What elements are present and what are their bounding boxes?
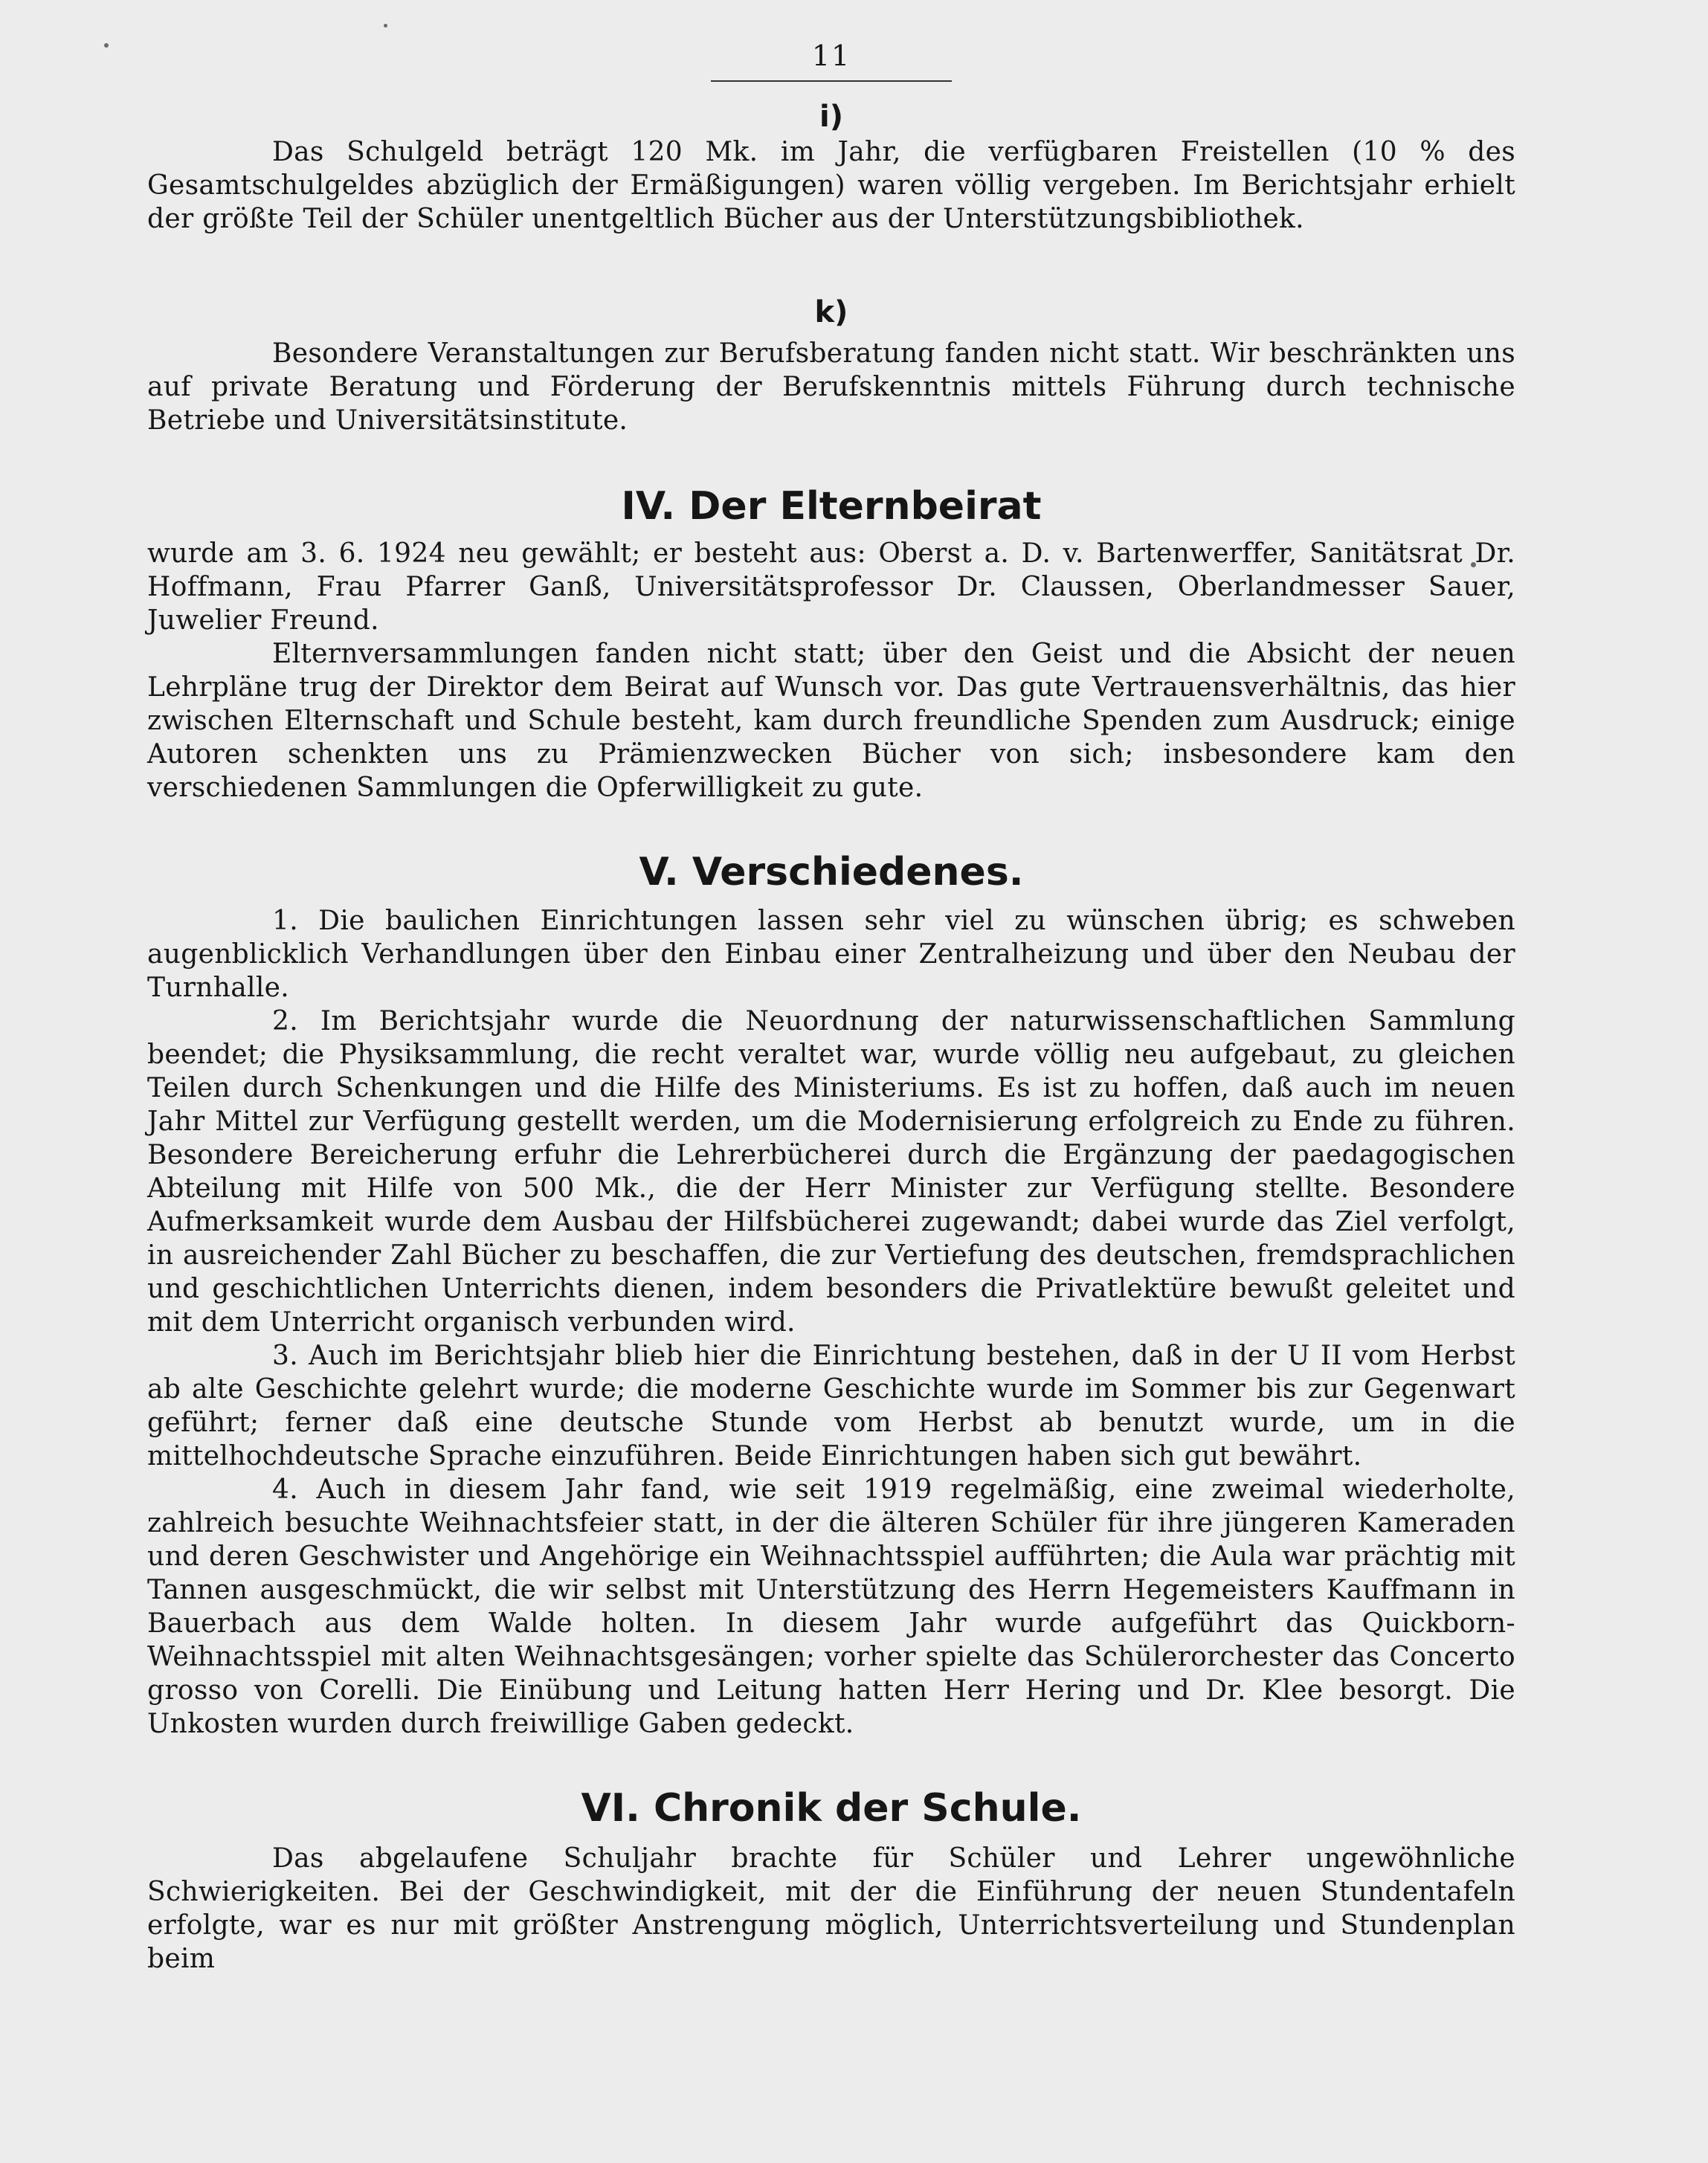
page-number: 11 — [811, 39, 851, 72]
section-vi-text: Das abgelaufene Schuljahr brachte für Schüler und Lehrer ungewöhnliche Schwierigkeiten. Bei der Geschwindigkeit, mit der die Einführung der neuen Stundentafeln erfolgte, war es nur mit größter Anstrengung möglich, Unterrichtsverteilung und Stundenplan beim — [147, 1843, 1515, 1974]
speck-mark — [384, 24, 387, 28]
section-vi-heading: VI. Chronik der Schule. — [581, 1786, 1082, 1831]
section-v-item-1: 1. Die baulichen Einrichtungen lassen sehr viel zu wünschen übrig; es schweben augenblicklich Verhandlungen über den Einbau einer Zentralheizung und über den Neubau der Turnhalle. — [147, 906, 1515, 1003]
section-v-item-3: 3. Auch im Berichtsjahr blieb hier die Einrichtung bestehen, daß in der U II vom Herbst ab alte Geschichte gelehrt wurde; die moderne Geschichte wurde im Sommer bis zur Gegenwart geführt; ferner daß eine deutsche Stunde vom Herbst ab benutzt wurde, um in die mittelhochdeutsche Sprache einzuführen. Beide Einrichtungen haben sich gut bewährt. — [147, 1341, 1515, 1471]
page-content — [147, 37, 1515, 1976]
subsection-i-text: Das Schulgeld beträgt 120 Mk. im Jahr, die verfügbaren Freistellen (10 % des Gesamtschulgeldes abzüglich der Ermäßigungen) waren völlig vergeben. Im Berichtsjahr erhielt der größte Teil der Schüler unentgeltlich Bücher aus der Unterstützungsbibliothek. — [147, 137, 1515, 234]
section-iv-paragraph-1: wurde am 3. 6. 1924 neu gewählt; er besteht aus: Oberst a. D. v. Bartenwerffer, Sanitätsrat Dr. Hoffmann, Frau Pfarrer Ganß, Universitätsprofessor Dr. Claussen, Oberlandmesser Sauer, Juwelier Freund. — [147, 538, 1515, 636]
section-iv-paragraph-2: Elternversammlungen fanden nicht statt; über den Geist und die Absicht der neuen Lehrpläne trug der Direktor dem Beirat auf Wunsch vor. Das gute Vertrauensverhältnis, das hier zwischen Elternschaft und Schule besteht, kam durch freundliche Spenden zum Ausdruck; einige Autoren schenkten uns zu Prämienzwecken Bücher von sich; insbesondere kam den verschiedenen Sammlungen die Opferwilligkeit zu gute. — [147, 639, 1515, 803]
speck-mark — [104, 43, 109, 48]
section-iv-heading: IV. Der Elternbeirat — [621, 484, 1042, 529]
subsection-k-text: Besondere Veranstaltungen zur Berufsberatung fanden nicht statt. Wir beschränkten uns auf private Beratung und Förderung der Berufskenntnis mittels Führung durch technische Betriebe und Universitätsinstitute. — [147, 338, 1515, 436]
subsection-k-heading: k) — [814, 295, 848, 329]
section-v-item-2: 2. Im Berichtsjahr wurde die Neuordnung der naturwissenschaftlichen Sammlung beendet; die Physiksammlung, die recht veraltet war, wurde völlig neu aufgebaut, zu gleichen Teilen durch Schenkungen und die Hilfe des Ministeriums. Es ist zu hoffen, daß auch im neuen Jahr Mittel zur Verfügung gestellt werden, um die Modernisierung erfolgreich zu Ende zu führen. Besondere Bereicherung erfuhr die Lehrerbücherei durch die Ergänzung der paedagogischen Abteilung mit Hilfe von 500 Mk., die der Herr Minister zur Verfügung stellte. Besondere Aufmerksamkeit wurde dem Ausbau der Hilfsbücherei zugewandt; dabei wurde das Ziel verfolgt, in ausreichender Zahl Bücher zu beschaffen, die zur Vertiefung des deutschen, fremdsprachlichen und geschichtlichen Unterrichts dienen, indem besonders die Privatlektüre bewußt geleitet und mit dem Unterricht organisch verbunden wird. — [147, 1006, 1515, 1338]
page-number-rule — [711, 80, 952, 82]
section-v-heading: V. Verschiedenes. — [639, 850, 1024, 894]
subsection-i-heading: i) — [819, 100, 843, 134]
section-v-item-4: 4. Auch in diesem Jahr fand, wie seit 1919 regelmäßig, eine zweimal wiederholte, zahlreich besuchte Weihnachtsfeier statt, in der die älteren Schüler für ihre jüngeren Kameraden und deren Geschwister und Angehörige ein Weihnachtsspiel aufführten; die Aula war prächtig mit Tannen ausgeschmückt, die wir selbst mit Unterstützung des Herrn Hegemeisters Kauffmann in Bauerbach aus dem Walde holten. In diesem Jahr wurde aufgeführt das Quickborn-Weihnachtsspiel mit alten Weihnachtsgesängen; vorher spielte das Schülerorchester das Concerto grosso von Corelli. Die Einübung und Leitung hatten Herr Hering und Dr. Klee besorgt. Die Unkosten wurden durch freiwillige Gaben gedeckt. — [147, 1474, 1515, 1739]
